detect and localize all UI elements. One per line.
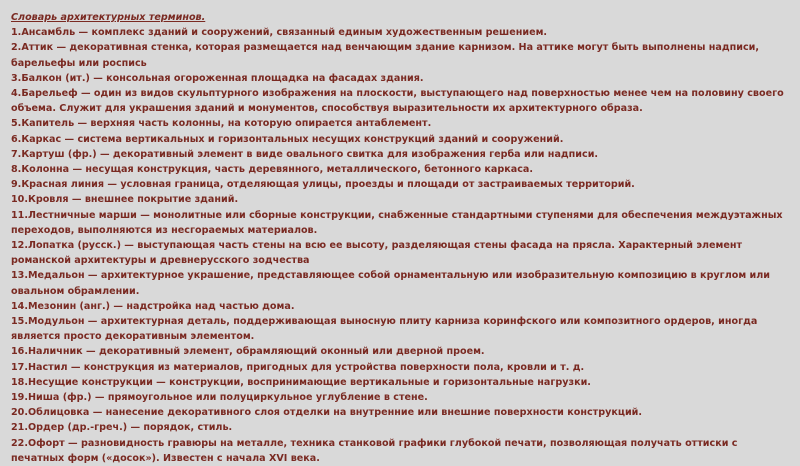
glossary-entry: 1.Ансамбль — комплекс зданий и сооружений, связанный единым художественным решением. xyxy=(11,27,548,39)
glossary-entry: 16.Наличник — декоративный элемент, обрамляющий оконный или дверной проем. xyxy=(11,346,485,358)
glossary-entry: 15.Модульон — архитектурная деталь, поддерживающая выносную плиту карниза коринфского или композитного ордеров, иногда является просто декоративным элементом. xyxy=(11,316,758,343)
glossary-entry: 5.Капитель — верхняя часть колонны, на которую опирается антаблемент. xyxy=(11,118,432,130)
document-title: Словарь архитектурных терминов. xyxy=(11,12,206,23)
glossary-entry: 12.Лопатка (русск.) — выступающая часть стены на всю ее высоту, разделяющая стены фасада на прясла. Характерный элемент романской архитектуры и древнерусского зодчества xyxy=(11,240,743,267)
glossary-entry: 17.Настил — конструкция из материалов, пригодных для устройства поверхности пола, кровли и т. д. xyxy=(11,361,585,373)
glossary-entry: 14.Мезонин (анг.) — надстройка над частью дома. xyxy=(11,300,295,312)
glossary-entry: 18.Несущие конструкции — конструкции, воспринимающие вертикальные и горизонтальные нагрузки. xyxy=(11,376,591,388)
glossary-entry: 19.Ниша (фр.) — прямоугольное или полуциркульное углубление в стене. xyxy=(11,392,428,404)
glossary-entry: 9.Красная линия — условная граница, отделяющая улицы, проезды и площади от застраиваемых территорий. xyxy=(11,179,635,191)
glossary-entry: 6.Каркас — система вертикальных и горизонтальных несущих конструкций зданий и сооружений. xyxy=(11,133,564,145)
glossary-entry: 21.Ордер (др.-греч.) — порядок, стиль. xyxy=(11,422,233,434)
glossary-entry: 7.Картуш (фр.) — декоративный элемент в виде овального свитка для изображения герба или надписи. xyxy=(11,148,599,160)
glossary-entry: 20.Облицовка — нанесение декоративного слоя отделки на внутренние или внешние поверхности конструкций. xyxy=(11,407,643,419)
glossary-entry: 13.Медальон — архитектурное украшение, представляющее собой орнаментальную или изобразительную композицию в круглом или овальном обрамлении. xyxy=(11,270,770,297)
glossary-entry: 4.Барельеф — один из видов скульптурного изображения на плоскости, выступающего над поверхностью менее чем на половину своего объема. Служит для украшения зданий и монументов, способствуя выразительности их архитектурного образа. xyxy=(11,88,784,115)
glossary-list xyxy=(11,25,786,466)
glossary-entry: 2.Аттик — декоративная стенка, которая размещается над венчающим здание карнизом. На аттике могут быть выполнены надписи, барельефы или роспись xyxy=(11,42,760,69)
glossary-entry: 3.Балкон (ит.) — консольная огороженная площадка на фасадах здания. xyxy=(11,72,424,84)
glossary-entry: 10.Кровля — внешнее покрытие зданий. xyxy=(11,194,239,206)
glossary-entry: 8.Колонна — несущая конструкция, часть деревянного, металлического, бетонного каркаса. xyxy=(11,164,534,176)
glossary-entry: 11.Лестничные марши — монолитные или сборные конструкции, снабженные стандартными ступенями для обеспечения междуэтажных переходов, выполняются из несгораемых материалов. xyxy=(11,209,783,236)
glossary-entry: 22.Офорт — разновидность гравюры на металле, техника станковой графики глубокой печати, позволяющая получать оттиски с печатных форм («досок»). Известен с начала XVI века. xyxy=(11,437,738,464)
